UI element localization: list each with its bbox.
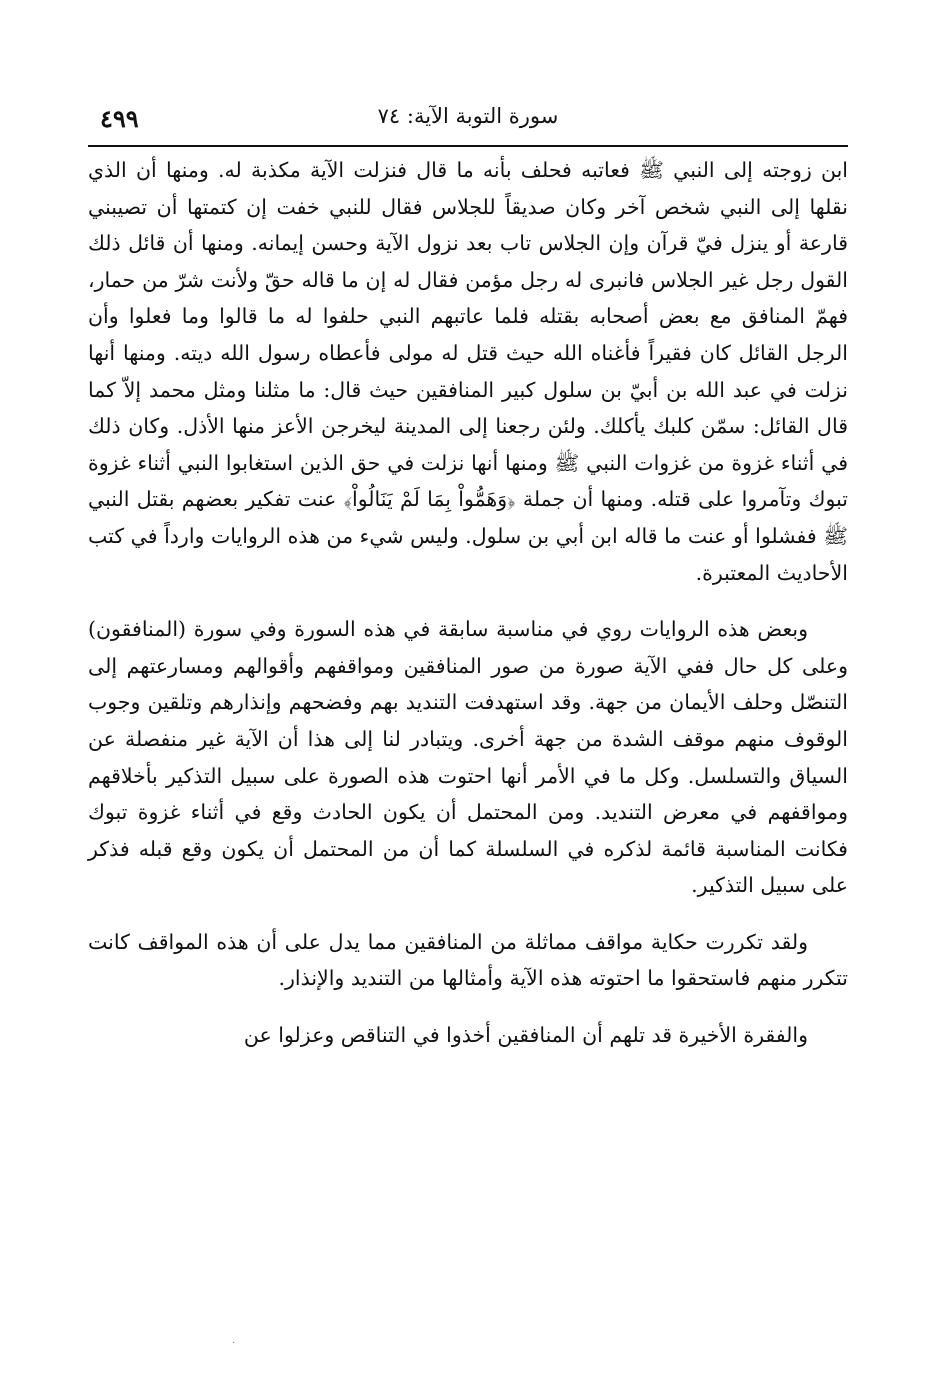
paragraph-3: ولقد تكررت حكاية مواقف مماثلة من المنافقين مما يدل على أن هذه المواقف كانت تتكرر منهم فاستحقوا ما احتوته هذه الآية وأمثالها من التنديد والإنذار. [88,929,848,991]
paragraph-4: والفقرة الأخيرة قد تلهم أن المنافقين أخذوا في التناقص وعزلوا عن [243,1023,808,1048]
running-title: سورة التوبة الآية: ٧٤ [377,104,559,128]
page-number: ٤٩٩ [100,104,139,133]
scan-mark: · [232,1338,236,1349]
paragraph-1: ابن زوجته إلى النبي ﷺ فعاتبه فحلف بأنه ما قال فنزلت الآية مكذبة له. ومنها أن الذي نقلها إلى النبي شخص آخر وكان صديقاً للجلاس فقال للنبي خفت إن كتمتها أن تصيبني قارعة أو ينزل فيّ قرآن وإن الجلاس تاب بعد نزول الآية وحسن إيمانه. ومنها أن قائل ذلك القول رجل غير الجلاس فانبرى له رجل مؤمن فقال له إن ما قاله حقّ ولأنت شرّ من حمار، فهمّ المنافق مع بعض أصحابه بقتله فلما عاتبهم النبي حلفوا له ما قالوا وما فعلوا وأن الرجل القائل كان فقيراً فأغناه الله حيث قتل له مولى فأعطاه رسول الله ديته. ومنها أنها نزلت في عبد الله بن أبيّ بن سلول كبير المنافقين حيث قال: ما مثلنا ومثل محمد إلاّ كما قال القائل: سمّن كلبك يأكلك. ولئن رجعنا إلى المدينة ليخرجن الأعز منها الأذل. وكان ذلك في أثناء غزوة من غزوات النبي ﷺ ومنها أنها نزلت في حق الذين استغابوا النبي أثناء غزوة تبوك وتآمروا على قتله. ومنها أن جملة ﴿وَهَمُّواْ بِمَا لَمْ يَنَالُواْ﴾ عنت تفكير بعضهم بقتل النبي ﷺ ففشلوا أو عنت ما قاله ابن أبي بن سلول. وليس شيء من هذه الروايات وارداً في كتب الأحاديث المعتبرة. [88,158,848,585]
page-header [88,100,848,140]
paragraph-2: وبعض هذه الروايات روي في مناسبة سابقة في هذه السورة وفي سورة (المنافقون) وعلى كل حال ففي الآية صورة من صور المنافقين ومواقفهم وأقوالهم ومسارعتهم إلى التنصّل وحلف الأيمان من جهة. وقد استهدفت التنديد بهم وفضحهم وإنذارهم وتلقين وجوب الوقوف منهم موقف الشدة من جهة أخرى. ويتبادر لنا إلى هذا أن الآية غير منفصلة عن السياق والتسلسل. وكل ما في الأمر أنها احتوت هذه الصورة على سبيل التذكير بأخلاقهم ومواقفهم في معرض التنديد. ومن المحتمل أن يكون الحادث وقع في أثناء غزوة تبوك فكانت المناسبة قائمة لذكره في السلسلة كما أن من المحتمل أن يكون وقع قبله فذكر على سبيل التذكير. [88,617,848,898]
paragraph-gap [88,997,848,1017]
paragraph-gap [88,591,848,611]
header-rule [88,145,848,147]
paragraph-gap [88,904,848,924]
body-text [88,152,848,1054]
